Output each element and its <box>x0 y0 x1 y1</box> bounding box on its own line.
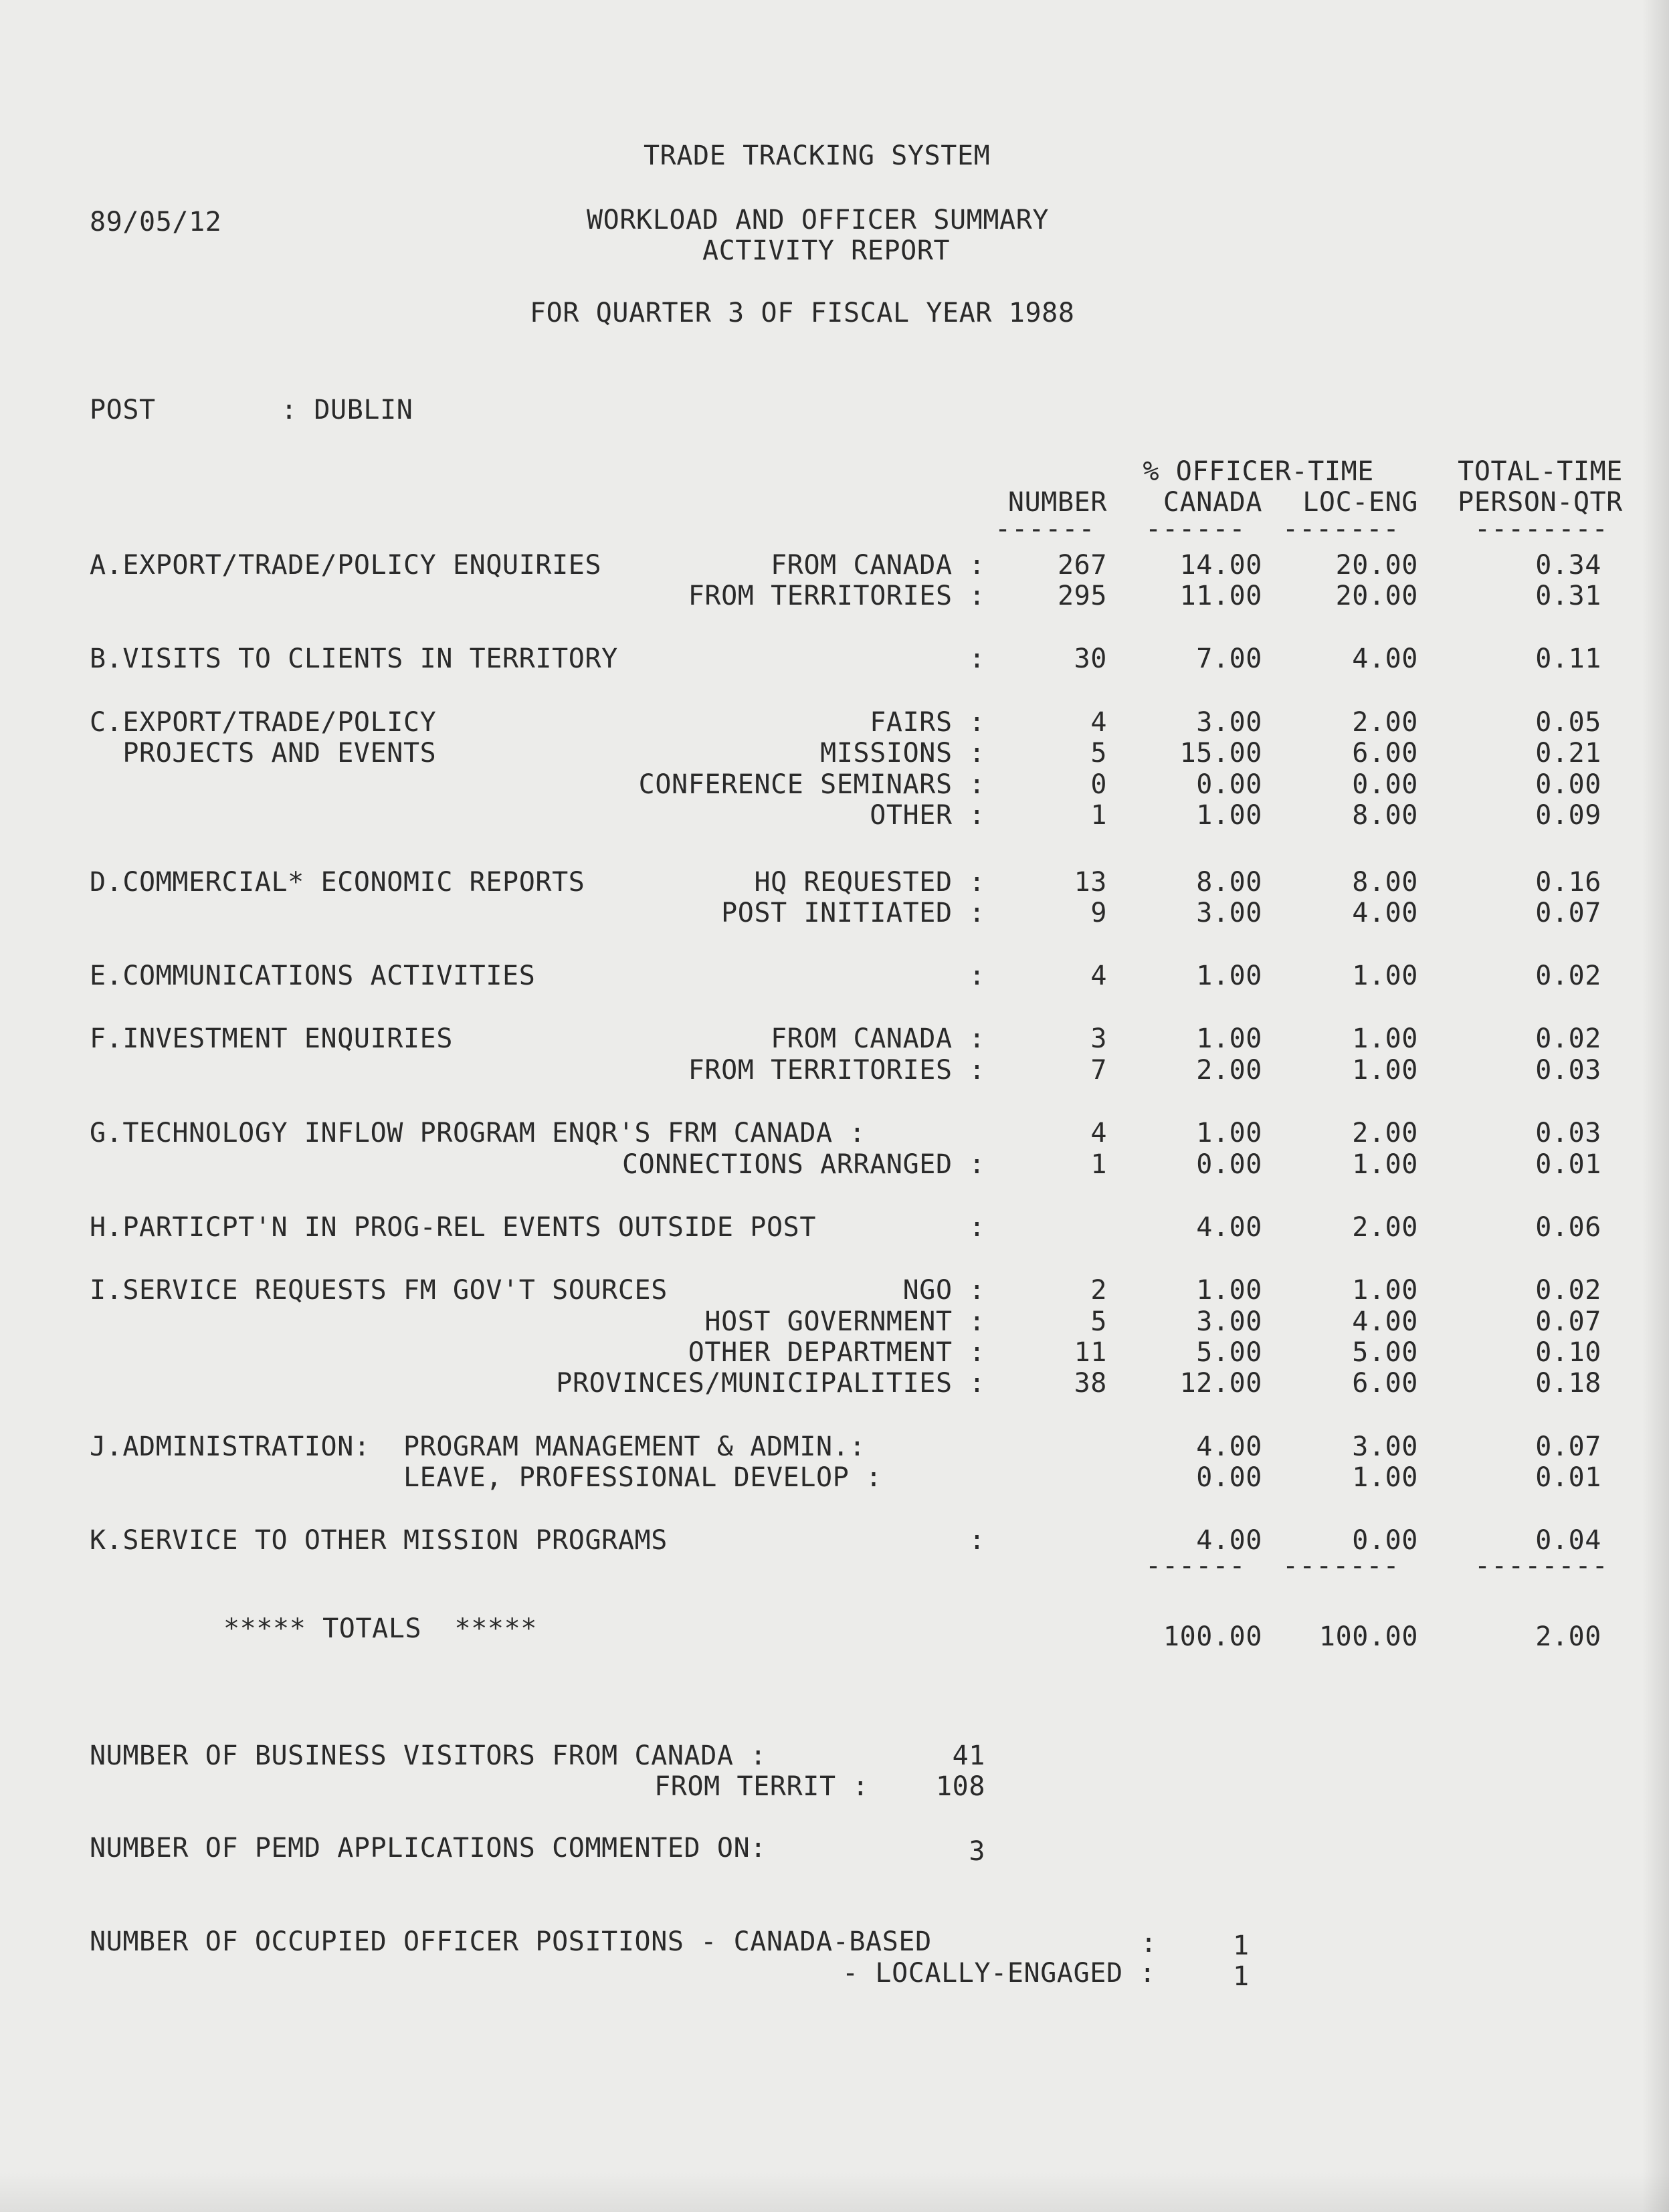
col-group-officer-time: % OFFICER-TIME <box>1143 456 1374 487</box>
report-title: WORKLOAD AND OFFICER SUMMARY <box>587 205 1050 235</box>
row-person-qtr: 0.02 <box>1535 1275 1601 1306</box>
positions-local-label: - LOCALLY-ENGAGED : <box>842 1958 1156 1989</box>
row-loc-eng-pct: 20.00 <box>1335 550 1418 581</box>
report-subtitle: ACTIVITY REPORT <box>702 235 951 266</box>
row-number: 7 <box>1090 1055 1107 1086</box>
row-loc-eng-pct: 6.00 <box>1352 738 1418 769</box>
row-loc-eng-pct: 1.00 <box>1352 961 1418 991</box>
row-sublabel: PROVINCES/MUNICIPALITIES : <box>556 1368 985 1399</box>
row-person-qtr: 0.05 <box>1535 707 1601 738</box>
col-person-qtr: PERSON-QTR <box>1458 487 1623 518</box>
row-number: 4 <box>1090 961 1107 991</box>
row-canada-pct: 3.00 <box>1196 898 1262 928</box>
positions-local-value: 1 <box>1233 1961 1250 1992</box>
row-number: 5 <box>1090 738 1107 769</box>
post-value: : DUBLIN <box>281 395 413 425</box>
row-label: J.ADMINISTRATION: PROGRAM MANAGEMENT & ADMIN.: <box>90 1431 866 1462</box>
col-canada: CANADA <box>1163 487 1262 518</box>
row-loc-eng-pct: 4.00 <box>1352 898 1418 928</box>
row-person-qtr: 0.02 <box>1535 961 1601 991</box>
row-sublabel: : <box>969 961 985 991</box>
row-number: 13 <box>1074 867 1107 898</box>
row-canada-pct: 1.00 <box>1196 961 1262 991</box>
row-sublabel: CONFERENCE SEMINARS : <box>638 769 985 800</box>
row-label: I.SERVICE REQUESTS FM GOV'T SOURCES <box>90 1275 668 1306</box>
row-person-qtr: 0.07 <box>1535 1306 1601 1337</box>
row-label: B.VISITS TO CLIENTS IN TERRITORY <box>90 643 618 674</box>
row-canada-pct: 3.00 <box>1196 707 1262 738</box>
row-canada-pct: 2.00 <box>1196 1055 1262 1086</box>
totals-loc-rule: ------- <box>1282 1550 1400 1581</box>
row-sublabel: MISSIONS : <box>820 738 985 769</box>
row-person-qtr: 0.11 <box>1535 643 1601 674</box>
row-person-qtr: 0.03 <box>1535 1118 1601 1148</box>
col-number: NUMBER <box>1007 487 1107 518</box>
row-sublabel: : <box>969 1525 985 1556</box>
col-loc-eng: LOC-ENG <box>1302 487 1418 518</box>
row-canada-pct: 7.00 <box>1196 643 1262 674</box>
row-label: PROJECTS AND EVENTS <box>90 738 437 769</box>
row-canada-pct: 0.00 <box>1196 1149 1262 1180</box>
row-sublabel: OTHER DEPARTMENT : <box>688 1337 985 1368</box>
row-sublabel: FROM CANADA : <box>771 1023 985 1054</box>
row-person-qtr: 0.07 <box>1535 898 1601 928</box>
row-loc-eng-pct: 1.00 <box>1352 1275 1418 1306</box>
row-sublabel: FROM TERRITORIES : <box>688 1055 985 1086</box>
row-person-qtr: 0.10 <box>1535 1337 1601 1368</box>
positions-label: NUMBER OF OCCUPIED OFFICER POSITIONS - CANADA-BASED <box>90 1926 932 1957</box>
totals-person-qtr: 2.00 <box>1535 1621 1601 1652</box>
row-person-qtr: 0.07 <box>1535 1431 1601 1462</box>
row-number: 3 <box>1090 1023 1107 1054</box>
positions-canada-value: 1 <box>1233 1930 1250 1961</box>
row-person-qtr: 0.34 <box>1535 550 1601 581</box>
row-number: 9 <box>1090 898 1107 928</box>
row-loc-eng-pct: 8.00 <box>1352 800 1418 831</box>
pemd-value: 3 <box>969 1836 985 1867</box>
row-label: F.INVESTMENT ENQUIRIES <box>90 1023 454 1054</box>
totals-loc-eng: 100.00 <box>1318 1621 1418 1652</box>
row-label: H.PARTICPT'N IN PROG-REL EVENTS OUTSIDE POST <box>90 1212 817 1243</box>
row-person-qtr: 0.31 <box>1535 581 1601 611</box>
row-loc-eng-pct: 20.00 <box>1335 581 1418 611</box>
row-label: A.EXPORT/TRADE/POLICY ENQUIRIES <box>90 550 602 581</box>
row-loc-eng-pct: 2.00 <box>1352 707 1418 738</box>
row-sublabel: POST INITIATED : <box>721 898 985 928</box>
row-canada-pct: 1.00 <box>1196 800 1262 831</box>
row-number: 2 <box>1090 1275 1107 1306</box>
row-person-qtr: 0.18 <box>1535 1368 1601 1399</box>
row-sublabel: HOST GOVERNMENT : <box>704 1306 985 1337</box>
row-person-qtr: 0.00 <box>1535 769 1601 800</box>
row-person-qtr: 0.01 <box>1535 1149 1601 1180</box>
row-loc-eng-pct: 1.00 <box>1352 1023 1418 1054</box>
row-sublabel: CONNECTIONS ARRANGED : <box>621 1149 985 1180</box>
row-number: 4 <box>1090 1118 1107 1148</box>
row-sublabel: OTHER : <box>870 800 985 831</box>
totals-canada: 100.00 <box>1163 1621 1262 1652</box>
row-label: G.TECHNOLOGY INFLOW PROGRAM ENQR'S FRM CANADA : <box>90 1118 866 1148</box>
row-loc-eng-pct: 1.00 <box>1352 1055 1418 1086</box>
row-number: 5 <box>1090 1306 1107 1337</box>
pemd-label: NUMBER OF PEMD APPLICATIONS COMMENTED ON: <box>90 1833 767 1864</box>
row-canada-pct: 14.00 <box>1179 550 1262 581</box>
row-canada-pct: 5.00 <box>1196 1337 1262 1368</box>
row-loc-eng-pct: 0.00 <box>1352 1525 1418 1556</box>
col-number-rule: ------ <box>995 514 1096 544</box>
row-person-qtr: 0.21 <box>1535 738 1601 769</box>
row-canada-pct: 1.00 <box>1196 1275 1262 1306</box>
row-loc-eng-pct: 6.00 <box>1352 1368 1418 1399</box>
col-person-rule: -------- <box>1474 514 1609 544</box>
row-canada-pct: 8.00 <box>1196 867 1262 898</box>
row-number: 0 <box>1090 769 1107 800</box>
row-loc-eng-pct: 0.00 <box>1352 769 1418 800</box>
row-loc-eng-pct: 3.00 <box>1352 1431 1418 1462</box>
totals-person-rule: -------- <box>1474 1550 1609 1581</box>
row-person-qtr: 0.02 <box>1535 1023 1601 1054</box>
visitors-label: NUMBER OF BUSINESS VISITORS FROM CANADA : <box>90 1740 767 1771</box>
row-sublabel: FAIRS : <box>870 707 985 738</box>
col-loc-rule: ------- <box>1282 514 1400 544</box>
row-label: LEAVE, PROFESSIONAL DEVELOP : <box>90 1462 882 1493</box>
row-loc-eng-pct: 4.00 <box>1352 643 1418 674</box>
row-person-qtr: 0.06 <box>1535 1212 1601 1243</box>
positions-canada-colon: : <box>1141 1928 1157 1958</box>
row-number: 4 <box>1090 707 1107 738</box>
row-person-qtr: 0.09 <box>1535 800 1601 831</box>
row-canada-pct: 0.00 <box>1196 769 1262 800</box>
row-sublabel: NGO : <box>902 1275 985 1306</box>
row-canada-pct: 12.00 <box>1179 1368 1262 1399</box>
system-title: TRADE TRACKING SYSTEM <box>644 140 991 171</box>
row-loc-eng-pct: 4.00 <box>1352 1306 1418 1337</box>
row-canada-pct: 11.00 <box>1179 581 1262 611</box>
row-label: D.COMMERCIAL* ECONOMIC REPORTS <box>90 867 585 898</box>
col-canada-rule: ------ <box>1145 514 1246 544</box>
row-sublabel: HQ REQUESTED : <box>754 867 985 898</box>
row-canada-pct: 4.00 <box>1196 1431 1262 1462</box>
totals-label: ***** TOTALS ***** <box>223 1613 537 1644</box>
visitors-canada-value: 41 <box>952 1740 985 1771</box>
row-person-qtr: 0.04 <box>1535 1525 1601 1556</box>
page-bottom-shadow <box>0 2172 1669 2212</box>
row-label: C.EXPORT/TRADE/POLICY <box>90 707 437 738</box>
row-canada-pct: 1.00 <box>1196 1023 1262 1054</box>
row-number: 267 <box>1057 550 1107 581</box>
row-canada-pct: 0.00 <box>1196 1462 1262 1493</box>
row-number: 38 <box>1074 1368 1107 1399</box>
post-label: POST <box>90 395 156 425</box>
row-label: K.SERVICE TO OTHER MISSION PROGRAMS <box>90 1525 668 1556</box>
row-sublabel: : <box>969 643 985 674</box>
row-number: 1 <box>1090 1149 1107 1180</box>
visitors-territ-label: FROM TERRIT : <box>654 1771 869 1802</box>
row-loc-eng-pct: 5.00 <box>1352 1337 1418 1368</box>
row-canada-pct: 15.00 <box>1179 738 1262 769</box>
report-period: FOR QUARTER 3 OF FISCAL YEAR 1988 <box>530 298 1075 328</box>
row-number: 1 <box>1090 800 1107 831</box>
row-sublabel: FROM TERRITORIES : <box>688 581 985 611</box>
row-number: 30 <box>1074 643 1107 674</box>
row-label: E.COMMUNICATIONS ACTIVITIES <box>90 961 536 991</box>
row-canada-pct: 4.00 <box>1196 1212 1262 1243</box>
row-number: 11 <box>1074 1337 1107 1368</box>
row-loc-eng-pct: 1.00 <box>1352 1149 1418 1180</box>
page-edge-shadow <box>1642 0 1669 2212</box>
row-canada-pct: 4.00 <box>1196 1525 1262 1556</box>
row-loc-eng-pct: 2.00 <box>1352 1212 1418 1243</box>
row-loc-eng-pct: 1.00 <box>1352 1462 1418 1493</box>
row-person-qtr: 0.16 <box>1535 867 1601 898</box>
row-sublabel: FROM CANADA : <box>771 550 985 581</box>
visitors-territ-value: 108 <box>935 1771 985 1802</box>
row-canada-pct: 1.00 <box>1196 1118 1262 1148</box>
row-loc-eng-pct: 8.00 <box>1352 867 1418 898</box>
row-sublabel: : <box>969 1212 985 1243</box>
col-group-total-time: TOTAL-TIME <box>1458 456 1623 487</box>
row-person-qtr: 0.03 <box>1535 1055 1601 1086</box>
totals-canada-rule: ------ <box>1145 1550 1246 1581</box>
row-person-qtr: 0.01 <box>1535 1462 1601 1493</box>
report-date: 89/05/12 <box>90 207 222 237</box>
row-number: 295 <box>1057 581 1107 611</box>
row-canada-pct: 3.00 <box>1196 1306 1262 1337</box>
row-loc-eng-pct: 2.00 <box>1352 1118 1418 1148</box>
